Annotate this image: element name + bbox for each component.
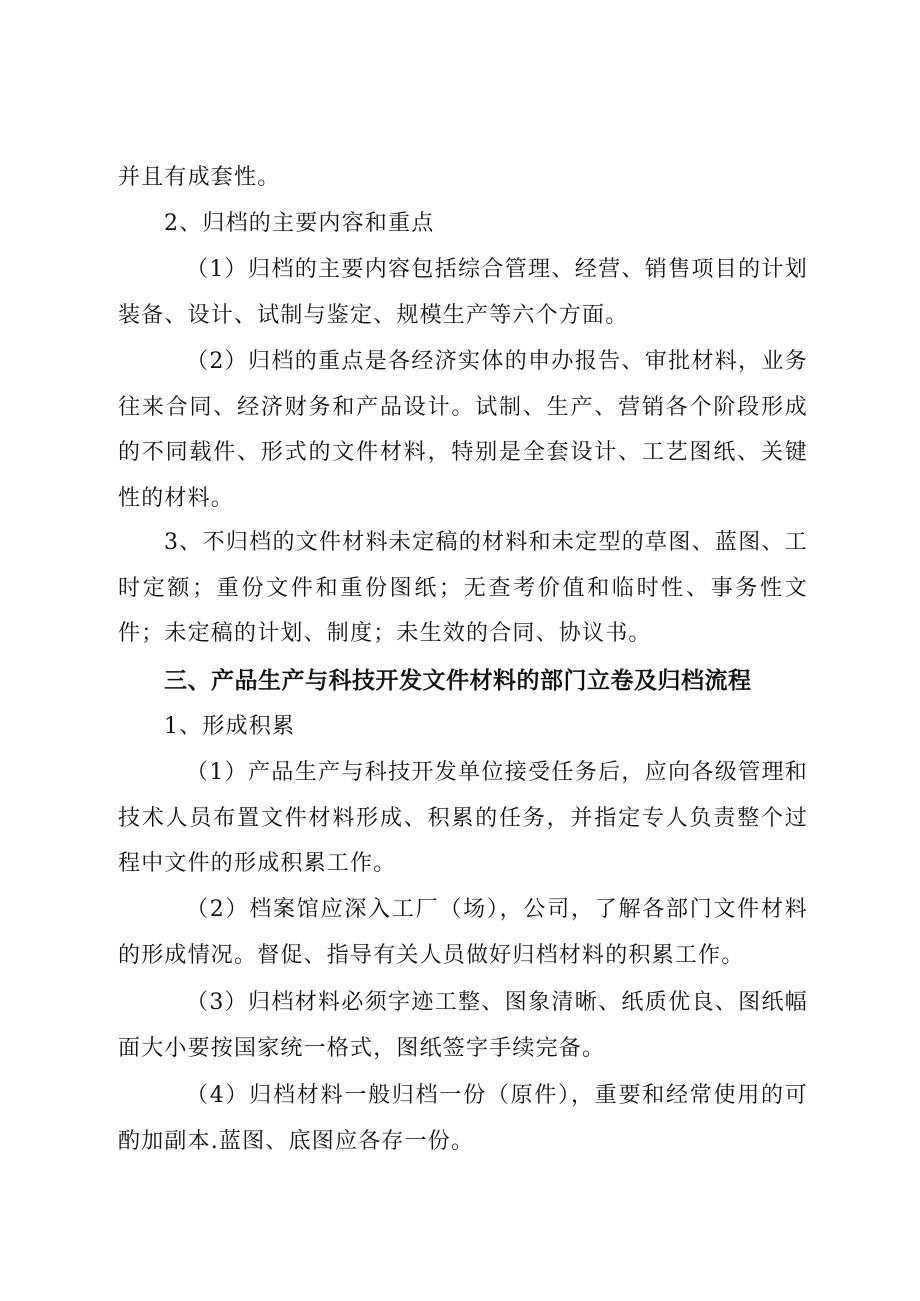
paragraph-formation-3: （3）归档材料必须字迹工整、图象清晰、纸质优良、图纸幅面大小要按国家统一格式，图纸签字手续完备。	[118, 990, 808, 1061]
subheading-formation: 1、形成积累	[164, 714, 296, 739]
section-heading-three: 三、产品生产与科技开发文件材料的部门立卷及归档流程	[164, 668, 752, 694]
paragraph-formation-4: （4）归档材料一般归档一份（原件），重要和经常使用的可酌加副本.蓝图、底图应各存一份。	[118, 1083, 808, 1154]
paragraph-non-archive: 3、不归档的文件材料未定稿的材料和未定型的草图、蓝图、工时定额；重份文件和重份图纸；无查考价值和临时性、事务性文件；未定稿的计划、制度；未生效的合同、协议书。	[118, 530, 808, 646]
paragraph-formation-1: （1）产品生产与科技开发单位接受任务后，应向各级管理和技术人员布置文件材料形成、积累的任务，并指定专人负责整个过程中文件的形成积累工作。	[118, 760, 808, 876]
paragraph-key-points: （2）归档的重点是各经济实体的申办报告、审批材料，业务往来合同、经济财务和产品设计。试制、生产、营销各个阶段形成的不同载件、形式的文件材料，特别是全套设计、工艺图纸、关键性的材料。	[118, 349, 808, 511]
paragraph-main-content: （1）归档的主要内容包括综合管理、经营、销售项目的计划装备、设计、试制与鉴定、规模生产等六个方面。	[118, 257, 808, 328]
paragraph-formation-2: （2）档案馆应深入工厂（场），公司，了解各部门文件材料的形成情况。督促、指导有关人员做好归档材料的积累工作。	[118, 897, 808, 968]
paragraph-continuation: 并且有成套性。	[118, 165, 281, 190]
subheading-archive-content: 2、归档的主要内容和重点	[164, 211, 435, 236]
